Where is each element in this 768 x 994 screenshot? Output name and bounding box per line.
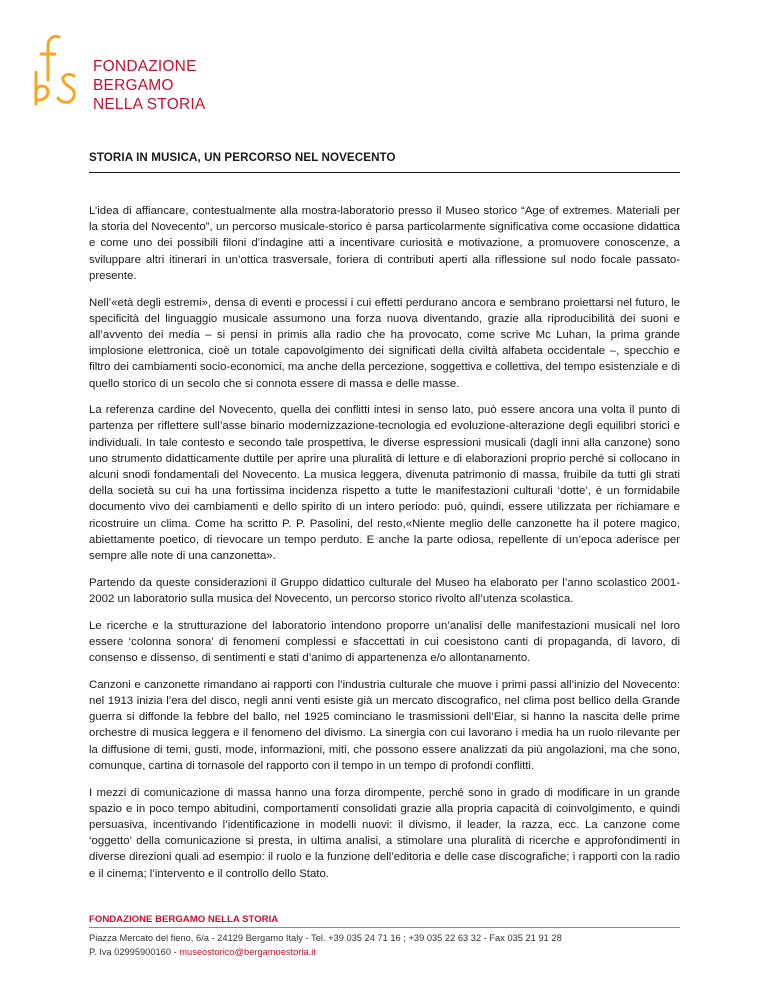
organization-name-line-2: BERGAMO	[93, 77, 174, 94]
organization-name-line-1: FONDAZIONE	[93, 58, 197, 75]
paragraph-4: Partendo da queste considerazioni il Gruppo didattico culturale del Museo ha elaborato per l’anno scolastico 2001-2002 un laboratorio sulla musica del Novecento, un percorso storico rivolto all’utenza scolastica.	[89, 576, 680, 605]
footer-address: Piazza Mercato del fieno, 6/a - 24129 Bergamo Italy - Tel. +39 035 24 71 16 ; +39 035 22 63 32 - Fax 035 21 91 28	[89, 933, 562, 943]
organization-name-line-3: NELLA STORIA	[93, 96, 206, 113]
fbs-monogram-logo-icon	[28, 32, 90, 112]
paragraph-6: Canzoni e canzonette rimandano ai rapporti con l’industria culturale che muove i primi passi all’inizio del Novecento: nel 1913 inizia l’era del disco, negli anni venti esiste già un mercato discografico, nel clima post bellico della Grande guerra si diffonde la febbre del ballo, nel 1925 cominciano le trasmissioni dell’Eiar, si hanno la nascita delle prime orchestre di musica leggera e il fenomeno del divismo. La sinergia con cui lavorano i media ha un ruolo rilevante per la diffusione di temi, gusti, mode, informazioni, miti, che possono essere analizzati da più angolazioni, ma che sono, comunque, cartina di tornasole del rapporto con il tempo in un tempo di profondi conflitti.	[89, 678, 680, 772]
paragraph-3: La referenza cardine del Novecento, quella dei conflitti intesi in senso lato, può essere ancora una volta il punto di partenza per riflettere sull’asse binario modernizzazione-tecnologia ed evoluzione-alterazione degli equilibri storici e individuali. In tale contesto e secondo tale prospettiva, le diverse espressioni musicali (dagli inni alla canzone) sono uno strumento didatticamente duttile per aprire una pluralità di letture e di elaborazioni proprio perché si collocano in alcuni snodi fondamentali del Novecento. La musica leggera, divenuta patrimonio di massa, fruibile da tutti gli strati della società su cui ha una fortissima incidenza rispetto a tutte le manifestazioni culturali ‘dotte’, è un formidabile documento vivo dei cambiamenti e dello spirito di un intero periodo: può, quindi, essere utilizzata per richiamare e ricostruire un clima. Come ha scritto P. P. Pasolini, del resto,«Niente meglio delle canzonette ha il potere magico, abiettamente poetico, di rievocare un tempo perduto. E anche la parte odiosa, repellente di un’epoca aderisce per sempre alle note di una canzonetta».	[89, 404, 680, 563]
footer-organization: FONDAZIONE BERGAMO NELLA STORIA	[89, 914, 279, 925]
document-title: STORIA IN MUSICA, UN PERCORSO NEL NOVECENTO	[89, 151, 396, 164]
paragraph-1: L’idea di affiancare, contestualmente alla mostra-laboratorio presso il Museo storico “Age of extremes. Materiali per la storia del Novecento”, un percorso musicale-storico è parsa particolarmente significativa come occasione didattica e come uno dei possibili filoni d’indagine atti a incentivare curiosità e motivazione, a promuovere conoscenze, a sviluppare altri itinerari in un’ottica trasversale, foriera di contributi aperti alla riflessione sul nodo focale passato-presente.	[89, 205, 680, 282]
footer-vat-line	[89, 947, 316, 957]
footer-email-link[interactable]: museostorico@bergamoestoria.it	[179, 947, 316, 957]
paragraph-7: I mezzi di comunicazione di massa hanno una forza dirompente, perché sono in grado di modificare in un grande spazio e in poco tempo abitudini, comportamenti consolidati grazie alla propria capacità di coinvolgimento, e quindi persuasiva, incentivando l’identificazione in modelli nuovi: il divismo, il leader, la razza, ecc. La canzone come ‘oggetto’ della comunicazione si presta, in ultima analisi, a stimolare una pluralità di ricerche e approfondimenti in diverse direzioni quali ad esempio: il ruolo e la funzione dell’editoria e delle case discografiche; i rapporti con la radio e il cinema; l’intervento e il controllo dello Stato.	[89, 786, 680, 880]
paragraph-5: Le ricerche e la strutturazione del laboratorio intendono proporre un’analisi delle manifestazioni musicali nel loro essere ‘colonna sonora’ di fenomeni complessi e sfaccettati in cui coesistono canti di propaganda, di lavoro, di consenso e dissenso, di sentimenti e stati d’animo di appartenenza e/o allontanamento.	[89, 619, 680, 665]
paragraph-2: Nell’«età degli estremi», densa di eventi e processi i cui effetti perdurano ancora e sembrano proiettarsi nel futuro, le specificità del linguaggio musicale assumono una forza nuova diventando, grazie alla riproducibilità dei suoni e all’avvento dei media – si pensi in primis alla radio che ha provocato, come scrive Mc Luhan, la prima grande implosione elettronica, cioè un totale capovolgimento dei significati della civiltà alfabeta occidentale –, specchio e filtro dei cambiamenti socio-economici, ma anche della percezione, soggettiva e collettiva, del tempo esistenziale e di quello storico di un secolo che si connota essere di massa e delle masse.	[89, 296, 680, 390]
organization-name	[93, 57, 205, 114]
title-divider	[89, 172, 680, 173]
footer-divider	[89, 927, 680, 928]
footer-vat: P. Iva 02995900160 -	[89, 947, 180, 957]
document-body	[89, 203, 680, 892]
